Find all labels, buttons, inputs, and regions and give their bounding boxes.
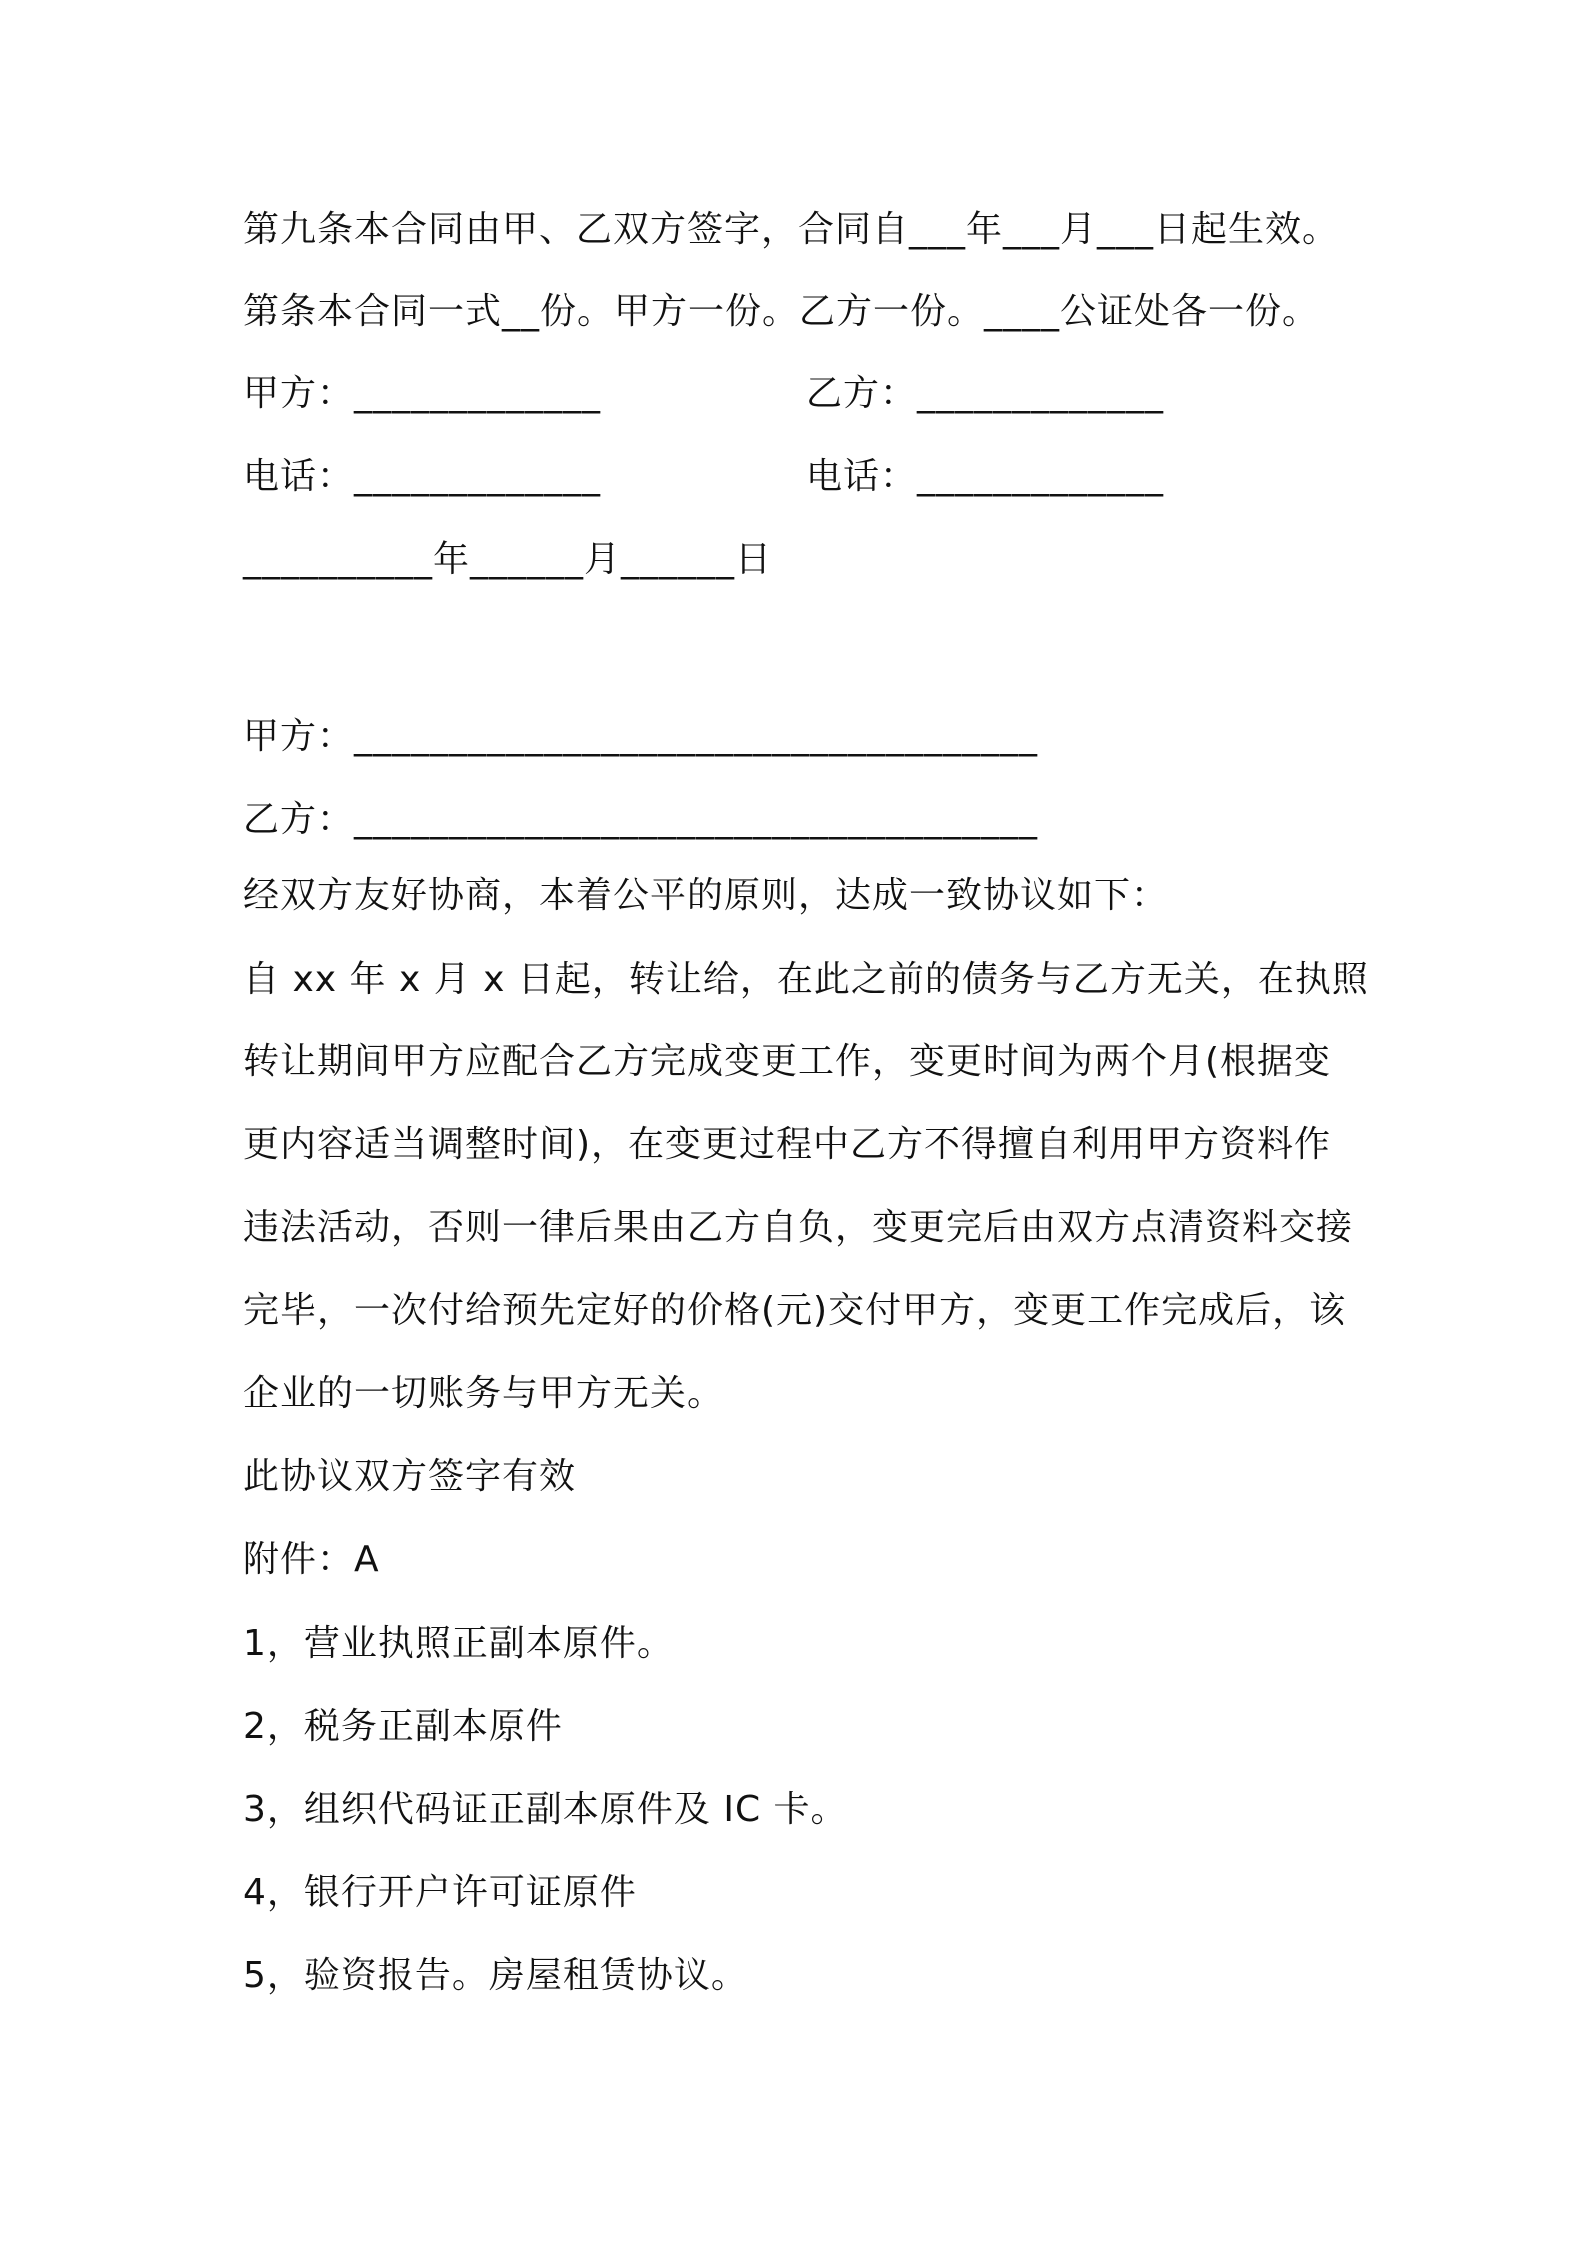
body-line: 违法活动，否则一律后果由乙方自负，变更完后由双方点清资料交接 [243, 1207, 1354, 1248]
sign-phone-b: 电话：_____________ [806, 456, 1165, 497]
sign-party-b: 乙方：_____________ [806, 373, 1165, 414]
attachment-item: 5，验资报告。房屋租赁协议。 [243, 1955, 748, 1996]
body-line: 更内容适当调整时间)，在变更过程中乙方不得擅自利用甲方资料作 [243, 1124, 1332, 1165]
attachment-item: 4，银行开户许可证原件 [243, 1872, 637, 1913]
body-line: 完毕，一次付给预先定好的价格(元)交付甲方，变更工作完成后，该 [243, 1290, 1347, 1331]
attachment-title: 附件：A [243, 1539, 380, 1580]
party-a-line: 甲方：____________________________________ [243, 716, 1039, 757]
body-line: 自 xx 年 x 月 x 日起，转让给，在此之前的债务与乙方无关，在执照 [243, 959, 1369, 1000]
sign-date: __________年______月______日 [243, 539, 772, 580]
attachment-item: 2，税务正副本原件 [243, 1706, 563, 1747]
validity-statement: 此协议双方签字有效 [243, 1456, 577, 1497]
attachment-item: 3，组织代码证正副本原件及 IC 卡。 [243, 1789, 848, 1830]
clause-9: 第九条本合同由甲、乙双方签字，合同自___年___月___日起生效。 [243, 209, 1340, 250]
party-b-line: 乙方：____________________________________ [243, 799, 1039, 840]
intro-paragraph: 经双方友好协商，本着公平的原则，达成一致协议如下： [243, 875, 1169, 916]
sign-party-a: 甲方：_____________ [243, 373, 602, 414]
attachment-item: 1，营业执照正副本原件。 [243, 1623, 674, 1664]
body-line: 企业的一切账务与甲方无关。 [243, 1373, 725, 1414]
clause-10: 第条本合同一式__份。甲方一份。乙方一份。____公证处各一份。 [243, 291, 1320, 332]
sign-phone-a: 电话：_____________ [243, 456, 602, 497]
body-line: 转让期间甲方应配合乙方完成变更工作，变更时间为两个月(根据变 [243, 1041, 1332, 1082]
